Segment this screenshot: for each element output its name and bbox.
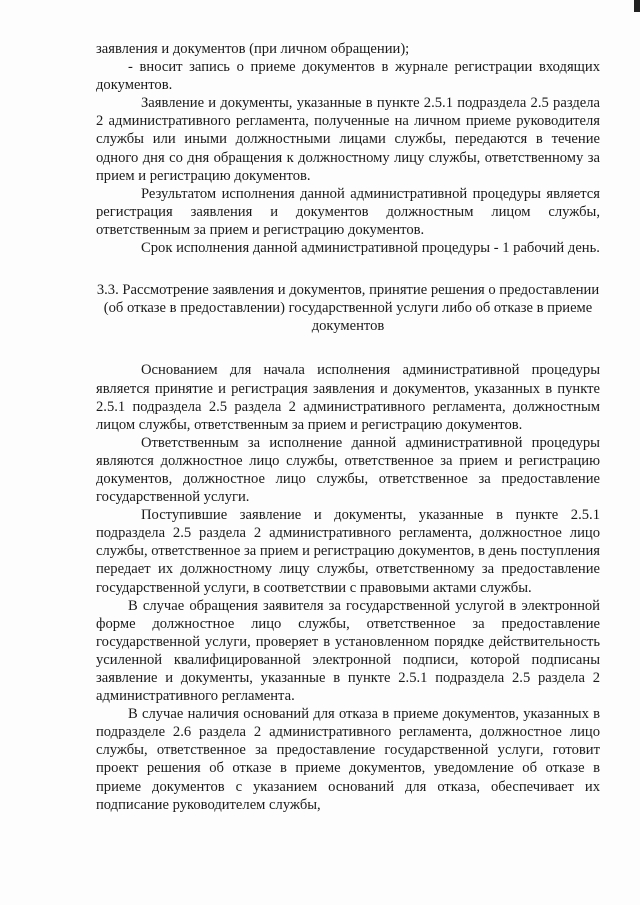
paragraph-deadline: Срок исполнения данной административной процедуры - 1 рабочий день. bbox=[141, 240, 600, 257]
scan-corner-mark bbox=[634, 0, 640, 12]
paragraph-result: Результатом исполнения данной административной процедуры является регистрация заявления и документов должностным лицом службы, ответственным за прием и регистрацию документов. bbox=[96, 185, 600, 238]
paragraph-refusal: В случае наличия оснований для отказа в приеме документов, указанных в подразделе 2.6 раздела 2 административного регламента, должностное лицо службы, ответственное за предоставление государственной услуги, готовит проект решения об отказе в приеме документов, уведомление об отказе в приеме документов с указанием оснований для отказа, обеспечивает их подписание руководителем службы, bbox=[96, 706, 600, 813]
document-body bbox=[96, 40, 600, 814]
section-heading: 3.3. Рассмотрение заявления и документов, принятие решения о предоставлении (об отказе в предоставлении) государственной услуги либо об отказе в приеме документов bbox=[96, 282, 600, 335]
paragraph-electronic: В случае обращения заявителя за государственной услугой в электронной форме должностное лицо службы, ответственное за предоставление государственной услуги, проверяет в установленном порядке действительность усиленной квалифицированной электронной подписи, которой подписаны заявление и документы, указанные в пункте 2.5.1 подраздела 2.5 раздела 2 административного регламента. bbox=[96, 597, 600, 705]
paragraph-grounds: Основанием для начала исполнения административной процедуры является принятие и регистрация заявления и документов, указанных в пункте 2.5.1 подраздела 2.5 раздела 2 административного регламента, должностным лицом службы, ответственным за прием и регистрацию документов. bbox=[96, 362, 600, 433]
paragraph-continuation: заявления и документов (при личном обращении); bbox=[96, 41, 410, 57]
paragraph-transfer: Заявление и документы, указанные в пункте 2.5.1 подраздела 2.5 раздела 2 административного регламента, полученные на личном приеме руководителя службы или иными должностными лицами службы, передаются в течение одного дня со дня обращения к должностному лицу службы, ответственному за прием и регистрацию документов. bbox=[96, 95, 600, 184]
paragraph-bullet-journal: - вносит запись о приеме документов в журнале регистрации входящих документов. bbox=[96, 59, 600, 94]
paragraph-responsible: Ответственным за исполнение данной административной процедуры являются должностное лицо службы, ответственное за прием и регистрацию документов, должностное лицо службы, ответственное за предоставление государственной услуги. bbox=[96, 434, 600, 506]
paragraph-received: Поступившие заявление и документы, указанные в пункте 2.5.1 подраздела 2.5 раздела 2 административного регламента, должностное лицо службы, ответственное за прием и регистрацию документов, в день поступления передает их должностному лицу службы, ответственному за предоставление государственной услуги, в соответствии с правовыми актами службы. bbox=[96, 507, 600, 596]
